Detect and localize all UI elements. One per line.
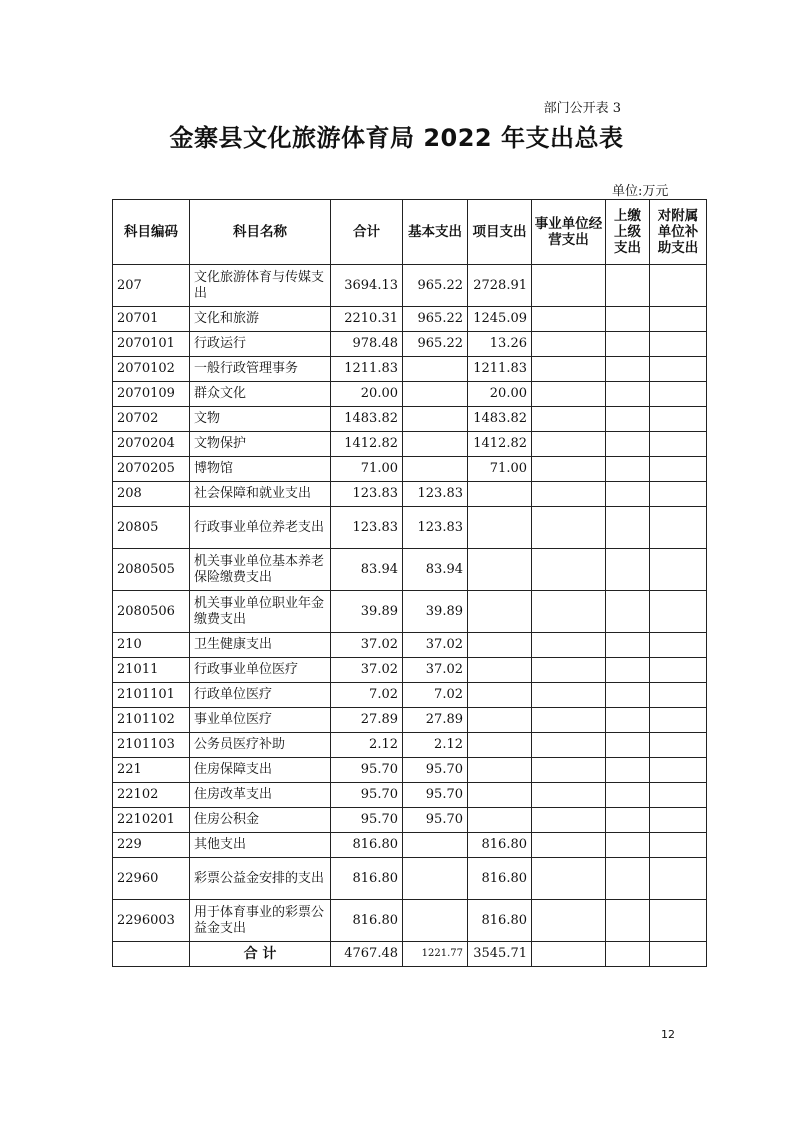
cell-total: 816.80 bbox=[331, 900, 403, 942]
cell-basic: 965.22 bbox=[403, 307, 468, 332]
table-row bbox=[113, 382, 707, 407]
table-row bbox=[113, 758, 707, 783]
cell-code: 2101103 bbox=[113, 733, 190, 758]
page-title: 金寨县文化旅游体育局 2022 年支出总表 bbox=[169, 124, 624, 152]
cell-project bbox=[468, 758, 532, 783]
table-row bbox=[113, 900, 707, 942]
cell-total: 7.02 bbox=[331, 683, 403, 708]
cell-remit bbox=[606, 432, 650, 457]
cell-project: 2728.91 bbox=[468, 265, 532, 307]
cell-subsidy bbox=[650, 549, 707, 591]
cell-basic: 37.02 bbox=[403, 633, 468, 658]
cell-project: 816.80 bbox=[468, 833, 532, 858]
form-number: 部门公开表 3 bbox=[543, 101, 621, 116]
cell-remit bbox=[606, 482, 650, 507]
cell-code: 20702 bbox=[113, 407, 190, 432]
cell-name: 行政事业单位医疗 bbox=[190, 658, 331, 683]
cell-total: 39.89 bbox=[331, 591, 403, 633]
totals-total: 4767.48 bbox=[331, 942, 403, 967]
cell-basic: 123.83 bbox=[403, 482, 468, 507]
cell-name: 卫生健康支出 bbox=[190, 633, 331, 658]
cell-subsidy bbox=[650, 482, 707, 507]
cell-subsidy bbox=[650, 357, 707, 382]
cell-name: 博物馆 bbox=[190, 457, 331, 482]
cell-subsidy bbox=[650, 382, 707, 407]
cell-remit bbox=[606, 457, 650, 482]
cell-project bbox=[468, 683, 532, 708]
cell-code: 210 bbox=[113, 633, 190, 658]
cell-remit bbox=[606, 265, 650, 307]
cell-name: 住房保障支出 bbox=[190, 758, 331, 783]
table-row bbox=[113, 307, 707, 332]
cell-code: 229 bbox=[113, 833, 190, 858]
cell-subsidy bbox=[650, 758, 707, 783]
cell-project bbox=[468, 507, 532, 549]
cell-project: 1245.09 bbox=[468, 307, 532, 332]
cell-total: 123.83 bbox=[331, 507, 403, 549]
cell-subsidy bbox=[650, 407, 707, 432]
header-remit: 上缴上级支出 bbox=[606, 200, 650, 265]
cell-operation bbox=[532, 900, 606, 942]
cell-basic: 27.89 bbox=[403, 708, 468, 733]
cell-subsidy bbox=[650, 507, 707, 549]
cell-subsidy bbox=[650, 858, 707, 900]
table-row bbox=[113, 482, 707, 507]
cell-total: 37.02 bbox=[331, 633, 403, 658]
cell-code: 207 bbox=[113, 265, 190, 307]
cell-name: 住房公积金 bbox=[190, 808, 331, 833]
cell-operation bbox=[532, 808, 606, 833]
header-name: 科目名称 bbox=[190, 200, 331, 265]
cell-total: 816.80 bbox=[331, 858, 403, 900]
totals-code bbox=[113, 942, 190, 967]
unit-label: 单位:万元 bbox=[612, 184, 669, 199]
cell-operation bbox=[532, 382, 606, 407]
cell-total: 37.02 bbox=[331, 658, 403, 683]
cell-operation bbox=[532, 332, 606, 357]
cell-subsidy bbox=[650, 783, 707, 808]
page-number: 12 bbox=[661, 1028, 675, 1041]
cell-operation bbox=[532, 633, 606, 658]
cell-operation bbox=[532, 457, 606, 482]
table-row bbox=[113, 332, 707, 357]
totals-label: 合 计 bbox=[190, 942, 331, 967]
cell-total: 95.70 bbox=[331, 758, 403, 783]
cell-remit bbox=[606, 633, 650, 658]
totals-project: 3545.71 bbox=[468, 942, 532, 967]
cell-operation bbox=[532, 858, 606, 900]
cell-name: 机关事业单位基本养老保险缴费支出 bbox=[190, 549, 331, 591]
cell-name: 行政事业单位养老支出 bbox=[190, 507, 331, 549]
cell-operation bbox=[532, 658, 606, 683]
cell-project bbox=[468, 482, 532, 507]
cell-operation bbox=[532, 833, 606, 858]
cell-name: 用于体育事业的彩票公益金支出 bbox=[190, 900, 331, 942]
table-row bbox=[113, 549, 707, 591]
cell-basic bbox=[403, 357, 468, 382]
header-basic: 基本支出 bbox=[403, 200, 468, 265]
cell-code: 2070204 bbox=[113, 432, 190, 457]
cell-total: 71.00 bbox=[331, 457, 403, 482]
header-project: 项目支出 bbox=[468, 200, 532, 265]
totals-subsidy bbox=[650, 942, 707, 967]
cell-name: 行政运行 bbox=[190, 332, 331, 357]
cell-code: 221 bbox=[113, 758, 190, 783]
cell-subsidy bbox=[650, 658, 707, 683]
cell-code: 2070102 bbox=[113, 357, 190, 382]
cell-basic: 95.70 bbox=[403, 758, 468, 783]
cell-total: 1412.82 bbox=[331, 432, 403, 457]
cell-remit bbox=[606, 357, 650, 382]
cell-operation bbox=[532, 549, 606, 591]
cell-basic: 39.89 bbox=[403, 591, 468, 633]
table-row bbox=[113, 432, 707, 457]
cell-basic: 95.70 bbox=[403, 783, 468, 808]
cell-total: 2210.31 bbox=[331, 307, 403, 332]
cell-project: 1211.83 bbox=[468, 357, 532, 382]
cell-operation bbox=[532, 432, 606, 457]
cell-remit bbox=[606, 507, 650, 549]
cell-project bbox=[468, 733, 532, 758]
cell-code: 2296003 bbox=[113, 900, 190, 942]
cell-basic: 7.02 bbox=[403, 683, 468, 708]
cell-project bbox=[468, 591, 532, 633]
cell-remit bbox=[606, 733, 650, 758]
cell-subsidy bbox=[650, 733, 707, 758]
cell-project: 13.26 bbox=[468, 332, 532, 357]
totals-remit bbox=[606, 942, 650, 967]
header-operation: 事业单位经营支出 bbox=[532, 200, 606, 265]
table-row bbox=[113, 733, 707, 758]
cell-subsidy bbox=[650, 683, 707, 708]
cell-total: 1211.83 bbox=[331, 357, 403, 382]
cell-name: 文物 bbox=[190, 407, 331, 432]
cell-name: 社会保障和就业支出 bbox=[190, 482, 331, 507]
cell-name: 文化旅游体育与传媒支出 bbox=[190, 265, 331, 307]
table-row bbox=[113, 833, 707, 858]
cell-remit bbox=[606, 758, 650, 783]
cell-basic: 2.12 bbox=[403, 733, 468, 758]
cell-total: 20.00 bbox=[331, 382, 403, 407]
cell-remit bbox=[606, 382, 650, 407]
cell-project: 816.80 bbox=[468, 858, 532, 900]
cell-subsidy bbox=[650, 332, 707, 357]
cell-basic: 965.22 bbox=[403, 265, 468, 307]
cell-code: 20701 bbox=[113, 307, 190, 332]
cell-operation bbox=[532, 265, 606, 307]
cell-total: 816.80 bbox=[331, 833, 403, 858]
cell-total: 123.83 bbox=[331, 482, 403, 507]
cell-code: 2070109 bbox=[113, 382, 190, 407]
header-subsidy: 对附属单位补助支出 bbox=[650, 200, 707, 265]
cell-name: 文化和旅游 bbox=[190, 307, 331, 332]
cell-remit bbox=[606, 808, 650, 833]
cell-remit bbox=[606, 658, 650, 683]
cell-total: 978.48 bbox=[331, 332, 403, 357]
cell-remit bbox=[606, 833, 650, 858]
cell-code: 2101102 bbox=[113, 708, 190, 733]
cell-total: 27.89 bbox=[331, 708, 403, 733]
expenditure-table bbox=[112, 199, 707, 967]
cell-basic bbox=[403, 407, 468, 432]
totals-operation bbox=[532, 942, 606, 967]
cell-subsidy bbox=[650, 591, 707, 633]
cell-operation bbox=[532, 357, 606, 382]
cell-operation bbox=[532, 783, 606, 808]
cell-code: 2070101 bbox=[113, 332, 190, 357]
cell-operation bbox=[532, 708, 606, 733]
table-row bbox=[113, 858, 707, 900]
cell-project bbox=[468, 549, 532, 591]
cell-remit bbox=[606, 591, 650, 633]
cell-project: 1483.82 bbox=[468, 407, 532, 432]
cell-basic: 123.83 bbox=[403, 507, 468, 549]
cell-basic bbox=[403, 457, 468, 482]
table-row bbox=[113, 683, 707, 708]
table-row bbox=[113, 507, 707, 549]
cell-project bbox=[468, 708, 532, 733]
cell-name: 其他支出 bbox=[190, 833, 331, 858]
cell-basic bbox=[403, 382, 468, 407]
cell-code: 21011 bbox=[113, 658, 190, 683]
cell-subsidy bbox=[650, 808, 707, 833]
cell-remit bbox=[606, 407, 650, 432]
table-header-row bbox=[113, 200, 707, 265]
cell-basic bbox=[403, 833, 468, 858]
cell-name: 机关事业单位职业年金缴费支出 bbox=[190, 591, 331, 633]
cell-subsidy bbox=[650, 432, 707, 457]
totals-basic: 1221.77 bbox=[403, 942, 468, 967]
cell-operation bbox=[532, 683, 606, 708]
cell-name: 公务员医疗补助 bbox=[190, 733, 331, 758]
cell-operation bbox=[532, 482, 606, 507]
table-row bbox=[113, 708, 707, 733]
cell-total: 95.70 bbox=[331, 783, 403, 808]
cell-remit bbox=[606, 307, 650, 332]
cell-basic bbox=[403, 858, 468, 900]
cell-remit bbox=[606, 858, 650, 900]
cell-subsidy bbox=[650, 900, 707, 942]
cell-operation bbox=[532, 507, 606, 549]
cell-remit bbox=[606, 783, 650, 808]
cell-basic: 965.22 bbox=[403, 332, 468, 357]
cell-operation bbox=[532, 733, 606, 758]
cell-total: 1483.82 bbox=[331, 407, 403, 432]
cell-subsidy bbox=[650, 633, 707, 658]
table-row bbox=[113, 357, 707, 382]
header-total: 合计 bbox=[331, 200, 403, 265]
cell-basic: 83.94 bbox=[403, 549, 468, 591]
cell-total: 2.12 bbox=[331, 733, 403, 758]
cell-name: 文物保护 bbox=[190, 432, 331, 457]
cell-code: 22102 bbox=[113, 783, 190, 808]
totals-row bbox=[113, 942, 707, 967]
cell-remit bbox=[606, 332, 650, 357]
cell-code: 2070205 bbox=[113, 457, 190, 482]
table-row bbox=[113, 457, 707, 482]
cell-remit bbox=[606, 900, 650, 942]
cell-remit bbox=[606, 549, 650, 591]
cell-code: 2080506 bbox=[113, 591, 190, 633]
cell-subsidy bbox=[650, 708, 707, 733]
cell-project bbox=[468, 808, 532, 833]
table-row bbox=[113, 658, 707, 683]
cell-subsidy bbox=[650, 265, 707, 307]
cell-code: 20805 bbox=[113, 507, 190, 549]
cell-project bbox=[468, 783, 532, 808]
cell-basic bbox=[403, 432, 468, 457]
cell-code: 208 bbox=[113, 482, 190, 507]
cell-subsidy bbox=[650, 307, 707, 332]
cell-code: 2080505 bbox=[113, 549, 190, 591]
table-row bbox=[113, 783, 707, 808]
cell-total: 83.94 bbox=[331, 549, 403, 591]
cell-name: 行政单位医疗 bbox=[190, 683, 331, 708]
header-code: 科目编码 bbox=[113, 200, 190, 265]
cell-code: 2101101 bbox=[113, 683, 190, 708]
cell-subsidy bbox=[650, 457, 707, 482]
cell-remit bbox=[606, 708, 650, 733]
cell-operation bbox=[532, 307, 606, 332]
cell-remit bbox=[606, 683, 650, 708]
cell-operation bbox=[532, 758, 606, 783]
cell-total: 95.70 bbox=[331, 808, 403, 833]
cell-total: 3694.13 bbox=[331, 265, 403, 307]
table-row bbox=[113, 407, 707, 432]
cell-name: 事业单位医疗 bbox=[190, 708, 331, 733]
table-row bbox=[113, 633, 707, 658]
cell-basic: 37.02 bbox=[403, 658, 468, 683]
cell-name: 彩票公益金安排的支出 bbox=[190, 858, 331, 900]
table-row bbox=[113, 808, 707, 833]
cell-project: 1412.82 bbox=[468, 432, 532, 457]
cell-project: 71.00 bbox=[468, 457, 532, 482]
cell-project: 816.80 bbox=[468, 900, 532, 942]
cell-project bbox=[468, 658, 532, 683]
cell-project: 20.00 bbox=[468, 382, 532, 407]
cell-project bbox=[468, 633, 532, 658]
cell-subsidy bbox=[650, 833, 707, 858]
cell-basic: 95.70 bbox=[403, 808, 468, 833]
cell-code: 2210201 bbox=[113, 808, 190, 833]
table-row bbox=[113, 265, 707, 307]
cell-operation bbox=[532, 591, 606, 633]
table-row bbox=[113, 591, 707, 633]
cell-operation bbox=[532, 407, 606, 432]
cell-basic bbox=[403, 900, 468, 942]
cell-name: 一般行政管理事务 bbox=[190, 357, 331, 382]
cell-name: 住房改革支出 bbox=[190, 783, 331, 808]
cell-name: 群众文化 bbox=[190, 382, 331, 407]
cell-code: 22960 bbox=[113, 858, 190, 900]
